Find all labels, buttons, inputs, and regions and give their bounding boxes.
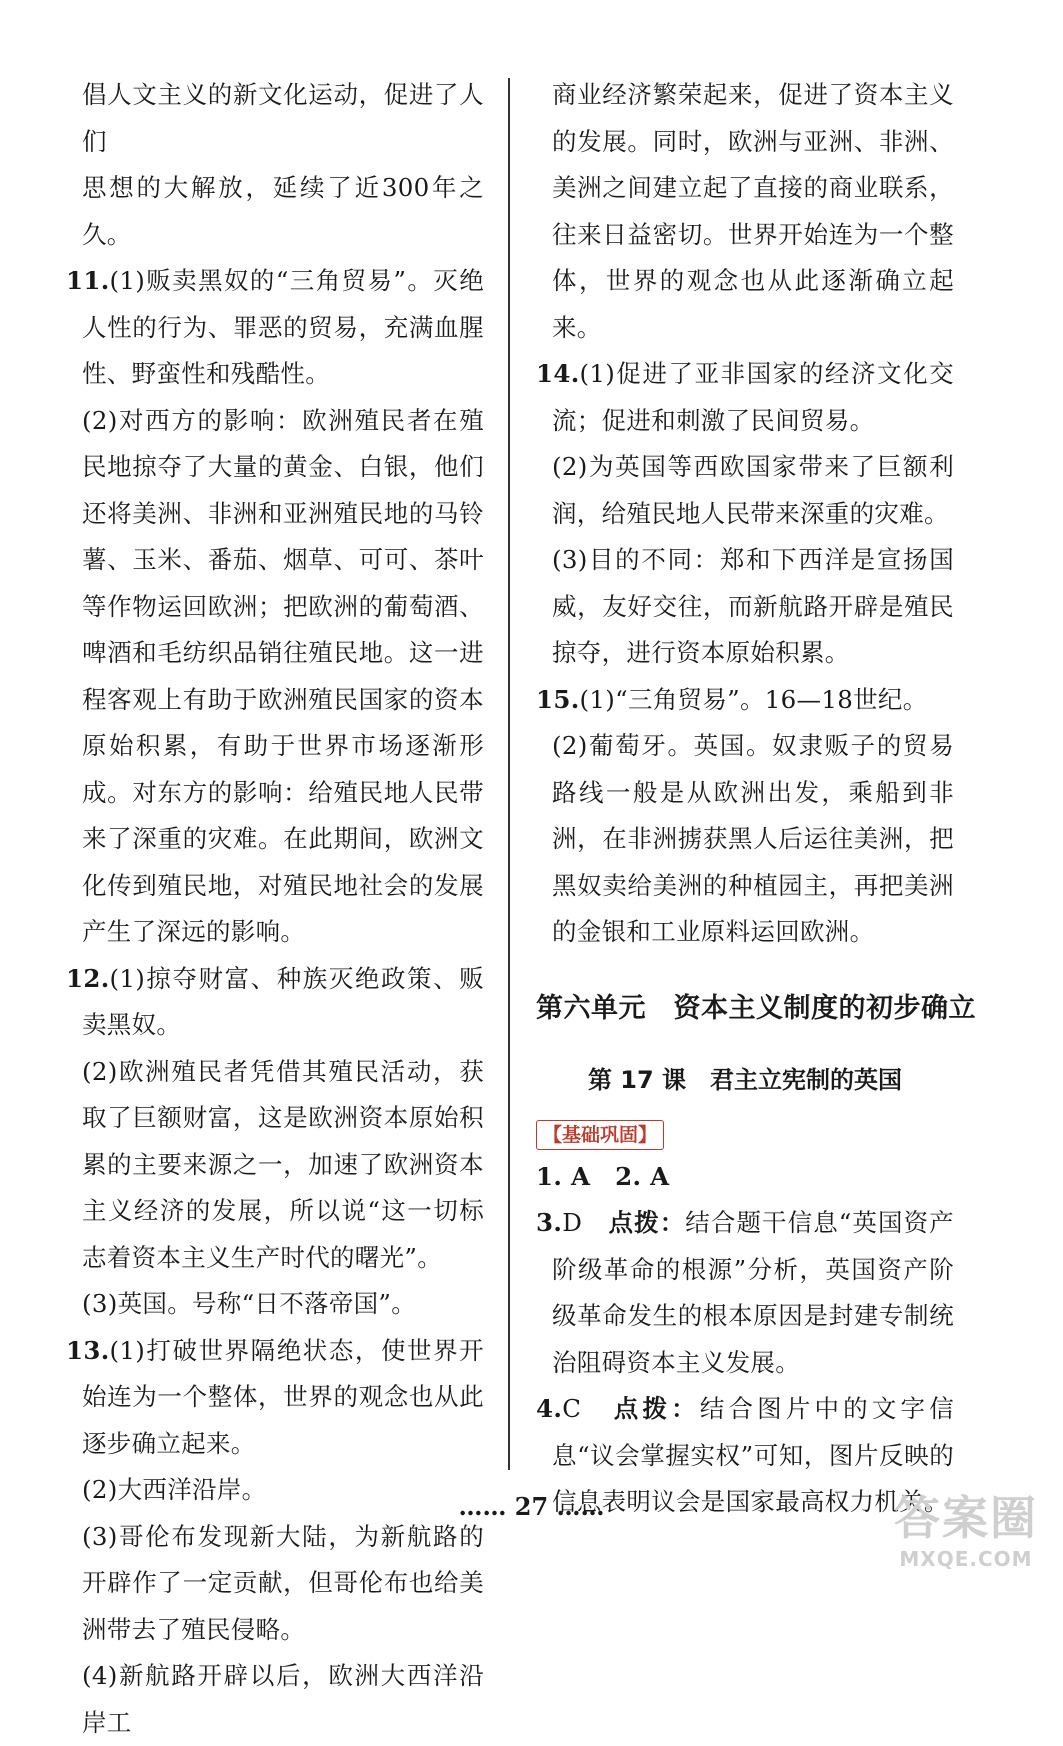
q12-number: 12. (66, 964, 110, 993)
q12-p1-text: (1)掠夺财富、种族灭绝政策、贩卖黑奴。 (82, 964, 484, 1040)
page-number: …… 27 …… (0, 1492, 1063, 1521)
q14-part-3: (3)目的不同：郑和下西洋是宣扬国威，友好交往，而新航路开辟是殖民掠夺，进行资本原始积累。 (536, 537, 954, 677)
unit-title: 第六单元 资本主义制度的初步确立 (536, 986, 954, 1032)
q13-part-3: (3)哥伦布发现新大陆，为新航路的开辟作了一定贡献，但哥伦布也给美洲带去了殖民侵略。 (66, 1514, 484, 1654)
watermark (891, 1490, 1041, 1572)
a3-text: 结合题干信息“英国资产阶级革命的根源”分析，英国资产阶级革命发生的根本原因是封建专制统治阻碍资本主义发展。 (552, 1208, 954, 1377)
watermark-logo: 答案圈 (891, 1490, 1041, 1546)
right-column (536, 72, 954, 1526)
question-12 (66, 956, 484, 1328)
q15-part-1 (536, 677, 954, 724)
a4-text: 结合图片中的文字信息“议会掌握实权”可知，图片反映的信息表明议会是国家最高权力机关。 (552, 1394, 954, 1516)
q12-part-2: (2)欧洲殖民者凭借其殖民活动，获取了巨额财富，这是欧洲资本原始积累的主要来源之一，加速了欧洲资本主义经济的发展，所以说“这一切标志着资本主义生产时代的曙光”。 (66, 1049, 484, 1282)
q12-part-1 (66, 956, 484, 1049)
column-divider (508, 78, 510, 1470)
question-15 (536, 677, 954, 956)
watermark-url: MXQE.COM (891, 1546, 1041, 1572)
question-14 (536, 351, 954, 677)
answers-1-2: 1. A 2. A (536, 1154, 954, 1201)
section-tag: 【基础巩固】 (536, 1120, 664, 1150)
q11-part-2: (2)对西方的影响：欧洲殖民者在殖民地掠夺了大量的黄金、白银，他们还将美洲、非洲和亚洲殖民地的马铃薯、玉米、番茄、烟草、可可、茶叶等作物运回欧洲；把欧洲的葡萄酒、啤酒和毛纺织品销往殖民地。这一进程客观上有助于欧洲殖民国家的资本原始积累，有助于世界市场逐渐形成。对东方的影响：给殖民地人民带来了深重的灾难。在此期间，欧洲文化传到殖民地，对殖民地社会的发展产生了深远的影响。 (66, 398, 484, 956)
q13-part-4: (4)新航路开辟以后，欧洲大西洋沿岸工 (66, 1653, 484, 1746)
q14-number: 14. (536, 359, 580, 388)
q15-part-2: (2)葡萄牙。英国。奴隶贩子的贸易路线一般是从欧洲出发，乘船到非洲，在非洲掳获黑人后运往美洲，把黑奴卖给美洲的种植园主，再把美洲的金银和工业原料运回欧洲。 (536, 723, 954, 956)
q13-continuation: 商业经济繁荣起来，促进了资本主义的发展。同时，欧洲与亚洲、非洲、美洲之间建立起了直接的商业联系，往来日益密切。世界开始连为一个整体，世界的观念也从此逐渐确立起来。 (536, 72, 954, 351)
q15-p1-text: (1)“三角贸易”。16—18世纪。 (580, 685, 928, 714)
question-11 (66, 258, 484, 956)
q14-part-2: (2)为英国等西欧国家带来了巨额利润，给殖民地人民带来深重的灾难。 (536, 444, 954, 537)
q12-part-3: (3)英国。号称“日不落帝国”。 (66, 1281, 484, 1328)
intro-line-1: 倡人文主义的新文化运动，促进了人们 (66, 72, 484, 165)
answer-3 (536, 1200, 954, 1386)
q13-part-1 (66, 1328, 484, 1468)
a4-number: 4. (536, 1394, 562, 1423)
intro-line-2: 思想的大解放，延续了近300年之久。 (66, 165, 484, 258)
a3-answer: D (562, 1208, 582, 1237)
q14-p1-text: (1)促进了亚非国家的经济文化交流；促进和刺激了民间贸易。 (552, 359, 954, 435)
q13-p1-text: (1)打破世界隔绝状态，使世界开始连为一个整体，世界的观念也从此逐步确立起来。 (82, 1336, 484, 1458)
q11-number: 11. (66, 266, 110, 295)
q13-part-2: (2)大西洋沿岸。 (66, 1467, 484, 1514)
question-13 (66, 1328, 484, 1746)
q15-number: 15. (536, 685, 580, 714)
a4-hint-label: 点拨： (614, 1394, 700, 1423)
a4-answer: C (562, 1394, 581, 1423)
a3-hint-label: 点拨： (609, 1208, 686, 1237)
q13-number: 13. (66, 1336, 110, 1365)
lesson-title: 第 17 课 君主立宪制的英国 (536, 1058, 954, 1102)
q11-part-1 (66, 258, 484, 398)
q14-part-1 (536, 351, 954, 444)
a3-number: 3. (536, 1208, 562, 1237)
q11-p1-text: (1)贩卖黑奴的“三角贸易”。灭绝人性的行为、罪恶的贸易，充满血腥性、野蛮性和残酷性。 (82, 266, 484, 388)
